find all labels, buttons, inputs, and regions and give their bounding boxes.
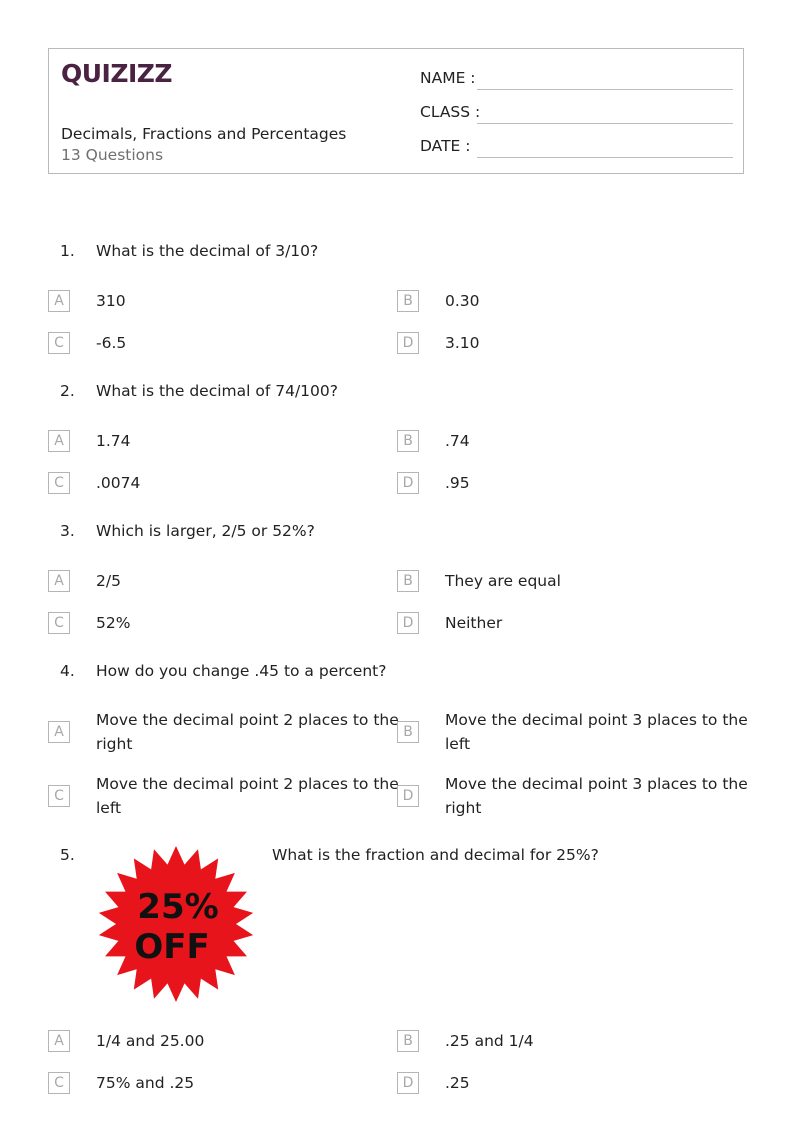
date-label: DATE : [420,137,471,155]
option-c-box[interactable]: C [48,472,70,494]
question-text: What is the fraction and decimal for 25%? [272,846,599,864]
option-b-text-line2: left [445,735,471,753]
option-a-box[interactable]: A [48,570,70,592]
option-d-text: .95 [445,474,470,492]
option-a-text: 1/4 and 25.00 [96,1032,205,1050]
class-field[interactable] [477,123,733,124]
option-b-box[interactable]: B [397,430,419,452]
sale-starburst-image [96,845,256,1003]
option-d-box[interactable]: D [397,472,419,494]
option-a-text-line2: right [96,735,133,753]
option-d-text-line1: Move the decimal point 3 places to the [445,775,748,793]
option-b-text: .25 and 1/4 [445,1032,534,1050]
question-number: 1. [60,242,75,260]
worksheet-title: Decimals, Fractions and Percentages [61,125,347,143]
question-number: 4. [60,662,75,680]
option-b-box[interactable]: B [397,570,419,592]
option-a-text: 310 [96,292,126,310]
option-c-box[interactable]: C [48,785,70,807]
option-c-text: 75% and .25 [96,1074,195,1092]
option-a-box[interactable]: A [48,1030,70,1052]
option-c-text: 52% [96,614,131,632]
option-d-box[interactable]: D [397,785,419,807]
option-a-text: 1.74 [96,432,131,450]
option-a-text-line1: Move the decimal point 2 places to the [96,711,399,729]
option-c-box[interactable]: C [48,1072,70,1094]
option-b-box[interactable]: B [397,721,419,743]
option-d-text: Neither [445,614,503,632]
option-c-text: -6.5 [96,334,127,352]
class-label: CLASS : [420,103,481,121]
question-number: 5. [60,846,75,864]
option-d-text: 3.10 [445,334,480,352]
question-number: 3. [60,522,75,540]
starburst-line2: OFF [134,927,210,967]
date-field[interactable] [477,157,733,158]
option-c-text-line1: Move the decimal point 2 places to the [96,775,399,793]
option-c-box[interactable]: C [48,612,70,634]
option-b-box[interactable]: B [397,1030,419,1052]
option-b-text: .74 [445,432,470,450]
option-a-box[interactable]: A [48,290,70,312]
option-d-box[interactable]: D [397,332,419,354]
option-c-text: .0074 [96,474,141,492]
quizizz-logo: QUIZIZZ [61,59,173,88]
option-b-box[interactable]: B [397,290,419,312]
option-c-box[interactable]: C [48,332,70,354]
option-a-box[interactable]: A [48,430,70,452]
option-b-text-line1: Move the decimal point 3 places to the [445,711,748,729]
option-b-text: They are equal [445,572,561,590]
question-number: 2. [60,382,75,400]
question-text: What is the decimal of 74/100? [96,382,338,400]
worksheet-header [48,48,744,174]
question-text: What is the decimal of 3/10? [96,242,319,260]
question-text: How do you change .45 to a percent? [96,662,387,680]
name-label: NAME : [420,69,476,87]
option-a-text: 2/5 [96,572,121,590]
question-count: 13 Questions [61,146,164,164]
option-d-text: .25 [445,1074,470,1092]
starburst-line1: 25% [137,887,219,927]
option-b-text: 0.30 [445,292,480,310]
option-a-box[interactable]: A [48,721,70,743]
question-text: Which is larger, 2/5 or 52%? [96,522,315,540]
option-d-text-line2: right [445,799,482,817]
option-d-box[interactable]: D [397,612,419,634]
option-d-box[interactable]: D [397,1072,419,1094]
option-c-text-line2: left [96,799,122,817]
name-field[interactable] [477,89,733,90]
